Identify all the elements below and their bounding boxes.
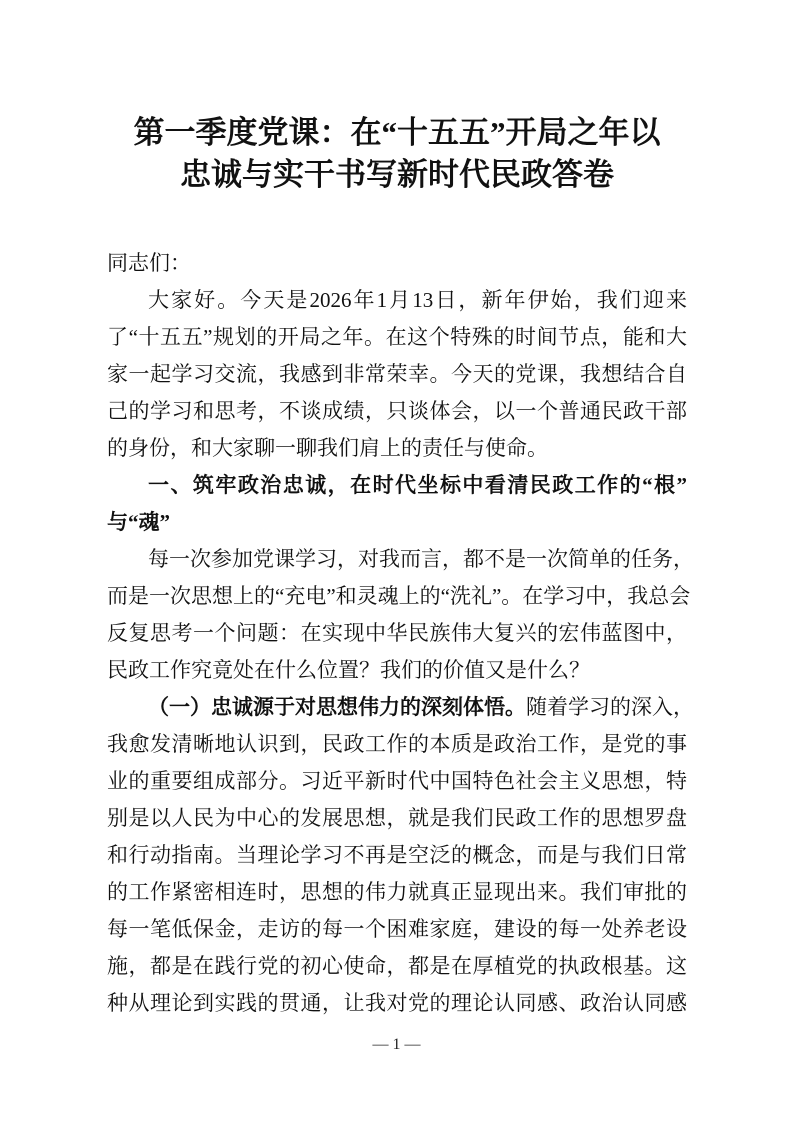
document-title [100, 112, 694, 196]
paragraph-line: 家一起学习交流，我感到非常荣幸。今天的党课，我想结合自 [107, 362, 687, 386]
title-line: 忠诚与实干书写新时代民政答卷 [180, 157, 614, 192]
paragraph-line: 施，都是在践行党的初心使命，都是在厚植党的执政根基。这 [107, 954, 687, 978]
subheading-lead: （一）忠诚源于对思想伟力的深刻体悟。 [148, 695, 526, 719]
paragraph-line: 我愈发清晰地认识到，民政工作的本质是政治工作，是党的事 [107, 732, 687, 756]
paragraph-line: 而是一次思想上的“充电”和灵魂上的“洗礼”。在学习中，我总会 [107, 584, 691, 608]
paragraph-line [107, 689, 694, 726]
page-number: — 1 — [372, 1036, 421, 1053]
salutation: 同志们： [107, 251, 191, 275]
title-line: 第一季度党课：在“十五五”开局之年以 [133, 115, 661, 150]
paragraph-line: 每一次参加党课学习，对我而言，都不是一次简单的任务， [148, 547, 694, 571]
paragraph-line: 了“十五五”规划的开局之年。在这个特殊的时间节点，能和大 [107, 325, 687, 349]
paragraph-text: 随着学习的深入， [526, 695, 694, 719]
section-heading: 一、筑牢政治忠诚，在时代坐标中看清民政工作的“根” [148, 473, 687, 497]
paragraph-line: 的工作紧密相连时，思想的伟力就真正显现出来。我们审批的 [107, 880, 687, 904]
paragraph-line: 的身份，和大家聊一聊我们肩上的责任与使命。 [107, 436, 548, 460]
paragraph-line: 己的学习和思考，不谈成绩，只谈体会，以一个普通民政干部 [107, 399, 687, 423]
paragraph-line: 反复思考一个问题：在实现中华民族伟大复兴的宏伟蓝图中， [107, 621, 687, 645]
paragraph-line: 民政工作究竟处在什么位置？我们的价值又是什么？ [107, 658, 590, 682]
section-heading: 与“魂” [107, 510, 170, 534]
paragraph-line: 种从理论到实践的贯通，让我对党的理论认同感、政治认同感 [107, 991, 687, 1015]
document-body [107, 245, 694, 1022]
paragraph-line: 和行动指南。当理论学习不再是空泛的概念，而是与我们日常 [107, 843, 687, 867]
paragraph-line: 别是以人民为中心的发展思想，就是我们民政工作的思想罗盘 [107, 806, 687, 830]
paragraph-line: 大家好。今天是2026年1月13日，新年伊始，我们迎来 [148, 288, 687, 312]
paragraph-line: 每一笔低保金，走访的每一个困难家庭，建设的每一处养老设 [107, 917, 687, 941]
paragraph-line: 业的重要组成部分。习近平新时代中国特色社会主义思想，特 [107, 769, 687, 793]
